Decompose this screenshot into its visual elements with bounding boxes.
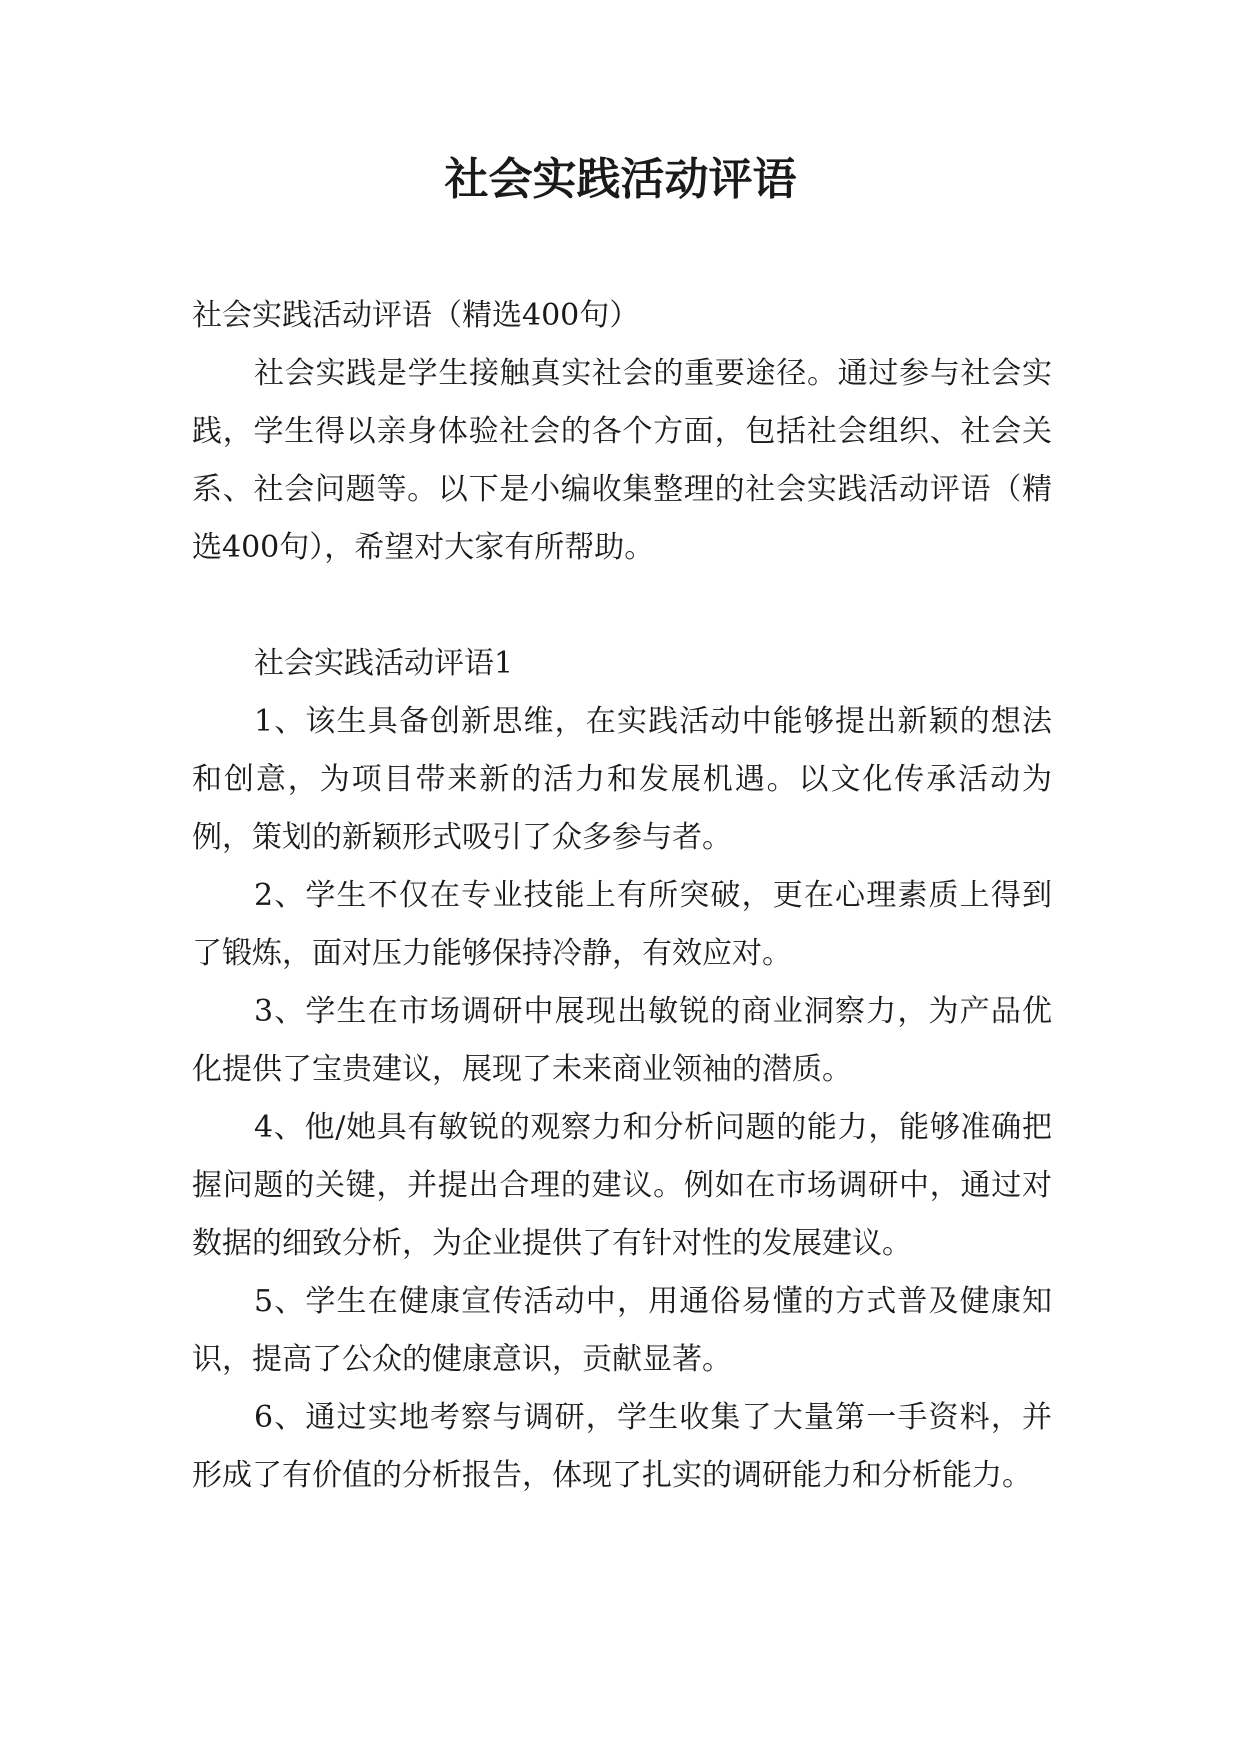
section-heading: 社会实践活动评语1 (254, 646, 514, 681)
comment-item: 5、学生在健康宣传活动中，用通俗易懂的方式普及健康知识，提高了公众的健康意识，贡献显著。 (192, 1284, 1052, 1377)
document-title: 社会实践活动评语 (444, 154, 797, 205)
document-body (192, 287, 1052, 1505)
comment-item: 4、他/她具有敏锐的观察力和分析问题的能力，能够准确把握问题的关键，并提出合理的建议。例如在市场调研中，通过对数据的细致分析，为企业提供了有针对性的发展建议。 (192, 1110, 1052, 1261)
document-subtitle: 社会实践活动评语（精选400句） (192, 298, 640, 333)
comment-item: 2、学生不仅在专业技能上有所突破，更在心理素质上得到了锻炼，面对压力能够保持冷静，有效应对。 (192, 878, 1052, 971)
comment-item: 6、通过实地考察与调研，学生收集了大量第一手资料，并形成了有价值的分析报告，体现了扎实的调研能力和分析能力。 (192, 1400, 1052, 1493)
intro-paragraph: 社会实践是学生接触真实社会的重要途径。通过参与社会实践，学生得以亲身体验社会的各个方面，包括社会组织、社会关系、社会问题等。以下是小编收集整理的社会实践活动评语（精选400句），希望对大家有所帮助。 (192, 356, 1052, 565)
comment-item: 3、学生在市场调研中展现出敏锐的商业洞察力，为产品优化提供了宝贵建议，展现了未来商业领袖的潜质。 (192, 994, 1052, 1087)
comment-item: 1、该生具备创新思维，在实践活动中能够提出新颖的想法和创意，为项目带来新的活力和发展机遇。以文化传承活动为例，策划的新颖形式吸引了众多参与者。 (192, 704, 1052, 855)
